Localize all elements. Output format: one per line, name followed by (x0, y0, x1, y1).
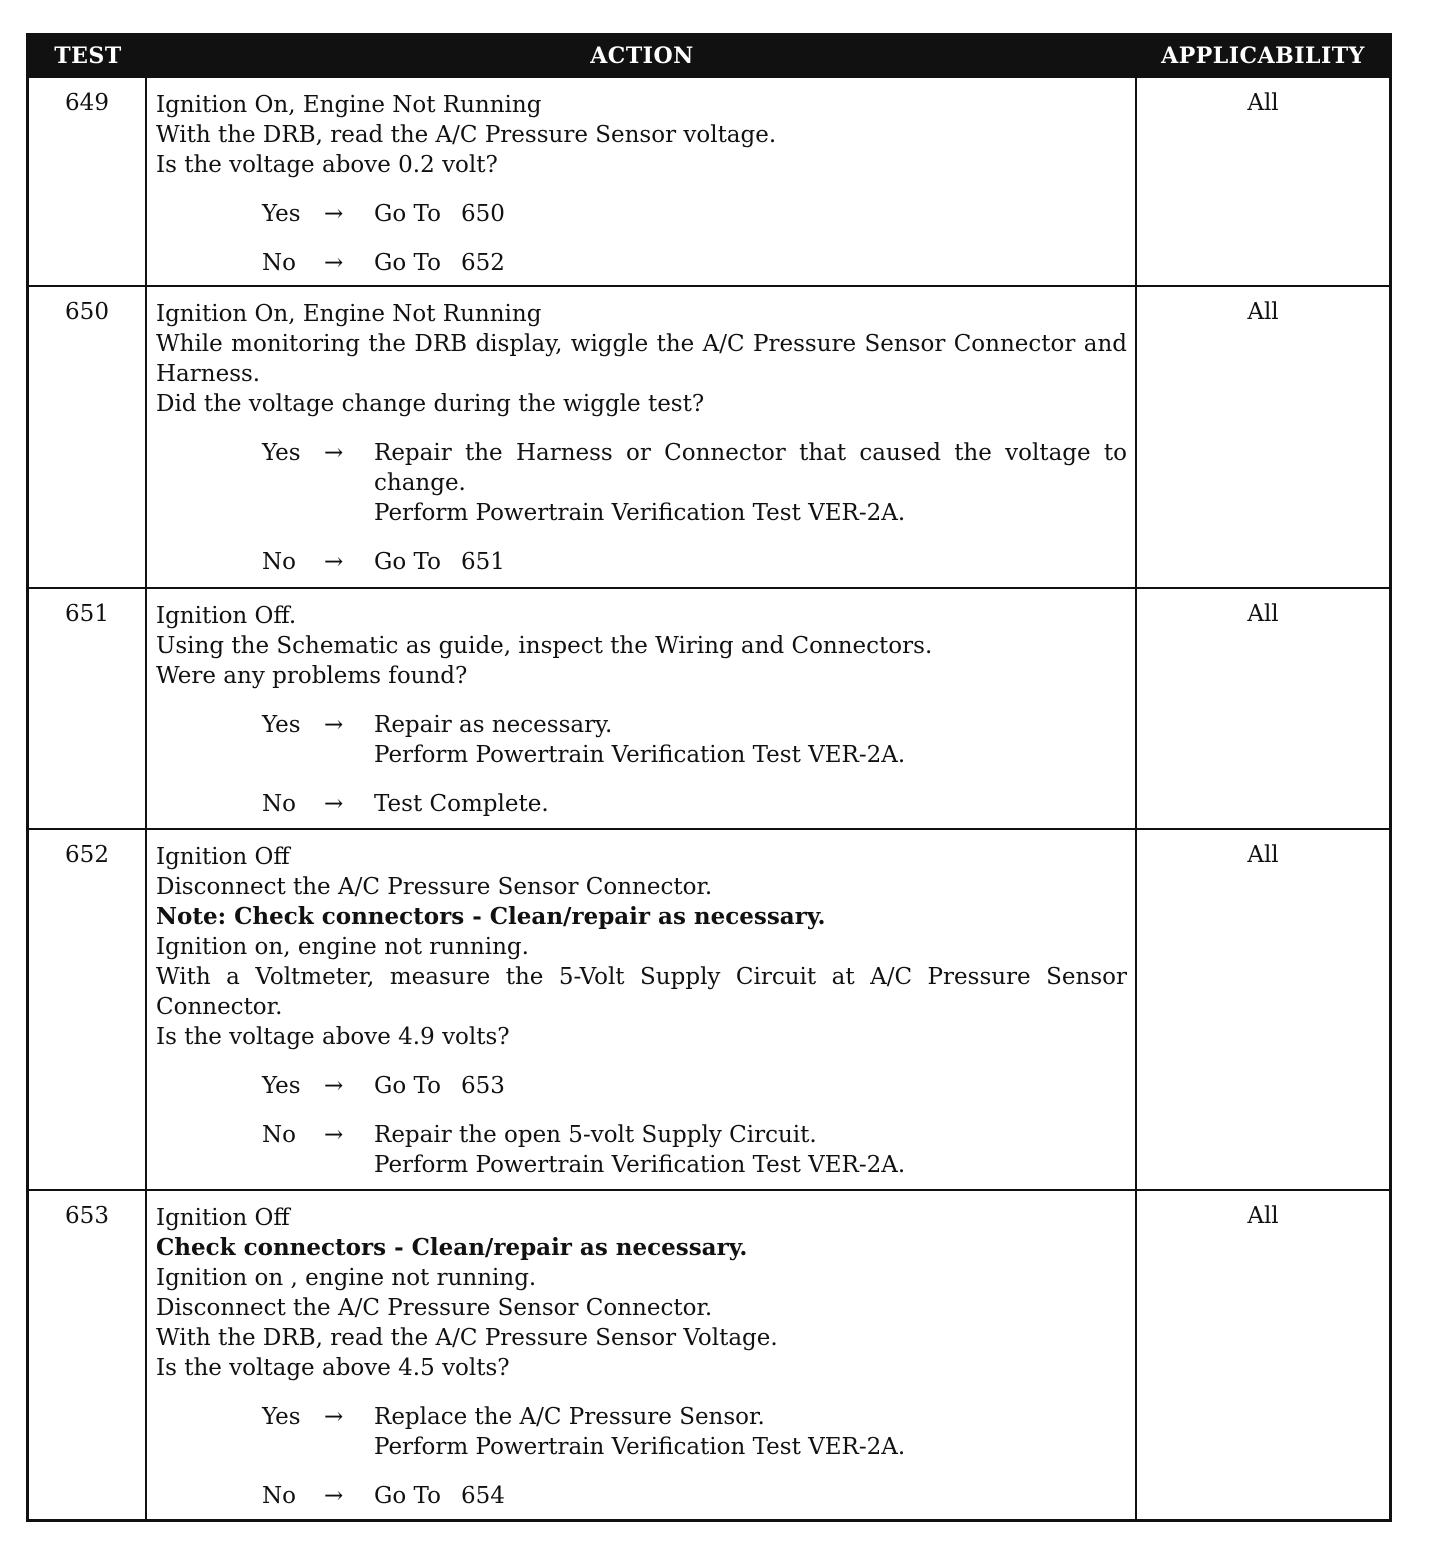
test-number: 653 (29, 1191, 147, 1519)
result-line: Repair as necessary. (374, 712, 613, 738)
action-cell (147, 589, 1137, 828)
answer-label: No (262, 791, 296, 817)
action-step: Ignition Off (156, 1205, 290, 1231)
goto-label: Go To (374, 201, 441, 227)
outcome-no (156, 547, 1127, 577)
goto-label: Go To (374, 549, 441, 575)
outcome-result (374, 1071, 1127, 1101)
applicability-cell: All (1247, 1203, 1279, 1229)
outcome-no (156, 1481, 1127, 1511)
answer-label: No (262, 1483, 296, 1509)
outcome-result (374, 789, 1127, 819)
test-row-649 (29, 76, 1389, 285)
arrow-icon: → (324, 1073, 344, 1099)
outcome-result (374, 1120, 1127, 1180)
goto-test-number: 652 (460, 250, 505, 276)
result-line: Perform Powertrain Verification Test VER-2A. (374, 500, 906, 526)
action-step: Is the voltage above 4.5 volts? (156, 1355, 510, 1381)
action-step: While monitoring the DRB display, wiggle the A/C Pressure Sensor Connector and Harness. (156, 331, 1127, 387)
arrow-icon: → (324, 250, 344, 276)
action-steps (156, 299, 1127, 419)
result-line: Replace the A/C Pressure Sensor. (374, 1404, 765, 1430)
action-step: Is the voltage above 0.2 volt? (156, 152, 498, 178)
result-line: Perform Powertrain Verification Test VER-2A. (374, 742, 906, 768)
action-steps (156, 601, 1127, 691)
arrow-icon: → (324, 1404, 344, 1430)
action-cell (147, 1191, 1137, 1519)
answer-label: Yes (262, 1073, 301, 1099)
arrow-icon: → (324, 712, 344, 738)
action-step: Ignition on, engine not running. (156, 934, 529, 960)
header-applicability: APPLICABILITY (1161, 43, 1365, 69)
action-note: Check connectors - Clean/repair as necessary. (156, 1234, 748, 1261)
goto-label: Go To (374, 1483, 441, 1509)
action-steps (156, 842, 1127, 1052)
arrow-icon: → (324, 1483, 344, 1509)
answer-label: No (262, 250, 296, 276)
result-line: Perform Powertrain Verification Test VER-2A. (374, 1152, 906, 1178)
action-note: Note: Check connectors - Clean/repair as necessary. (156, 903, 826, 930)
outcome-result (374, 547, 1127, 577)
outcome-no (156, 248, 1127, 278)
outcome-yes (156, 1071, 1127, 1101)
answer-label: Yes (262, 712, 301, 738)
result-line: Repair the open 5-volt Supply Circuit. (374, 1122, 817, 1148)
outcome-result (374, 248, 1127, 278)
outcome-yes (156, 199, 1127, 229)
action-steps (156, 90, 1127, 180)
goto-test-number: 653 (460, 1073, 505, 1099)
action-step: Ignition On, Engine Not Running (156, 92, 542, 118)
answer-label: No (262, 1122, 296, 1148)
answer-label: Yes (262, 201, 301, 227)
arrow-icon: → (324, 549, 344, 575)
applicability-cell: All (1247, 842, 1279, 868)
test-row-652 (29, 828, 1389, 1189)
outcome-result (374, 1402, 1127, 1462)
outcome-yes (156, 710, 1127, 770)
action-step: Is the voltage above 4.9 volts? (156, 1024, 510, 1050)
goto-test-number: 650 (460, 201, 505, 227)
arrow-icon: → (324, 440, 344, 466)
action-step: Were any problems found? (156, 663, 468, 689)
action-cell (147, 830, 1137, 1189)
header-action: ACTION (590, 43, 694, 69)
diagnostic-test-table (26, 33, 1392, 1522)
test-row-650 (29, 285, 1389, 587)
arrow-icon: → (324, 201, 344, 227)
action-step: Ignition on , engine not running. (156, 1265, 537, 1291)
action-step: Disconnect the A/C Pressure Sensor Connector. (156, 874, 713, 900)
test-row-653 (29, 1189, 1389, 1519)
outcome-result (374, 1481, 1127, 1511)
outcome-result (374, 710, 1127, 770)
outcome-yes (156, 438, 1127, 528)
action-step: With the DRB, read the A/C Pressure Sensor voltage. (156, 122, 777, 148)
outcome-no (156, 1120, 1127, 1180)
action-step: Ignition On, Engine Not Running (156, 301, 542, 327)
action-cell (147, 78, 1137, 285)
test-number: 652 (29, 830, 147, 1189)
answer-label: No (262, 549, 296, 575)
outcome-yes (156, 1402, 1127, 1462)
goto-test-number: 651 (460, 549, 505, 575)
header-test: TEST (54, 43, 122, 69)
action-step: Using the Schematic as guide, inspect the Wiring and Connectors. (156, 633, 933, 659)
goto-label: Go To (374, 1073, 441, 1099)
goto-test-number: 654 (460, 1483, 505, 1509)
test-number: 651 (29, 589, 147, 828)
result-line: Test Complete. (374, 791, 549, 817)
applicability-cell: All (1247, 601, 1279, 627)
action-step: With the DRB, read the A/C Pressure Sensor Voltage. (156, 1325, 778, 1351)
goto-label: Go To (374, 250, 441, 276)
action-steps (156, 1203, 1127, 1383)
action-step: With a Voltmeter, measure the 5-Volt Supply Circuit at A/C Pressure Sensor Connector. (156, 964, 1127, 1020)
test-row-651 (29, 587, 1389, 828)
test-number: 650 (29, 287, 147, 587)
outcome-result (374, 438, 1127, 528)
arrow-icon: → (324, 1122, 344, 1148)
action-step: Ignition Off. (156, 603, 297, 629)
action-cell (147, 287, 1137, 587)
answer-label: Yes (262, 440, 301, 466)
outcome-result (374, 199, 1127, 229)
action-step: Ignition Off (156, 844, 290, 870)
arrow-icon: → (324, 791, 344, 817)
test-number: 649 (29, 78, 147, 285)
outcome-no (156, 789, 1127, 819)
action-step: Did the voltage change during the wiggle test? (156, 391, 705, 417)
result-line: Repair the Harness or Connector that caused the voltage to change. (374, 440, 1127, 496)
action-step: Disconnect the A/C Pressure Sensor Connector. (156, 1295, 713, 1321)
answer-label: Yes (262, 1404, 301, 1430)
applicability-cell: All (1247, 90, 1279, 116)
applicability-cell: All (1247, 299, 1279, 325)
table-header (29, 36, 1389, 76)
result-line: Perform Powertrain Verification Test VER-2A. (374, 1434, 906, 1460)
